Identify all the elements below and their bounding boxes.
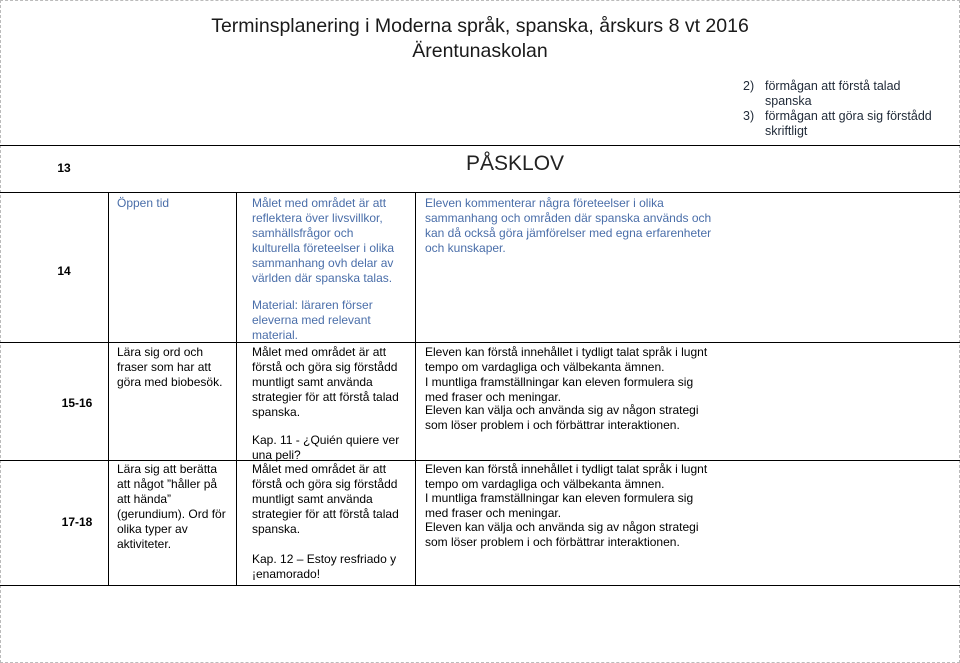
chapter-text: Kap. 12 – Estoy resfriado y ¡enamorado! (252, 552, 397, 581)
document-title: Terminsplanering i Moderna språk, spanska, årskurs 8 vt 2016 (211, 15, 749, 37)
chapter-text: Kap. 11 - ¿Quién quiere ver una peli? (252, 433, 400, 462)
school-name: Ärentunaskolan (412, 40, 548, 62)
goal-text: förmågan att göra sig förstådd skriftligt (765, 109, 932, 138)
goal-number: 3) (743, 109, 755, 123)
criteria-text: Eleven kommenterar några företeelser i olika sammanhang och områden där spanska används och kan då också göra jämförelser med egna erfarenheter och kunskaper. (425, 196, 712, 255)
material-text: Material: läraren förser eleverna med relevant material. (252, 298, 373, 342)
criteria-text: Eleven kan förstå innehållet i tydligt talat språk i lugnt tempo om vardagliga och välbekanta ämnen. (425, 462, 708, 491)
week-number: 15-16 (61, 396, 93, 410)
activity-text: Lära sig ord och fraser som har att göra med biobesök. (117, 345, 223, 389)
week-number: 13 (57, 161, 71, 175)
table-rule (0, 192, 960, 193)
goal-text: förmågan att förstå talad spanska (765, 79, 901, 108)
aim-text: Målet med området är att förstå och göra sig förstådd muntligt samt använda strategier för att förstå talad spanska. (252, 345, 399, 419)
criteria-text: Eleven kan välja och använda sig av någon strategi som löser problem i och förbättrar interaktionen. (425, 520, 699, 549)
table-rule (0, 460, 960, 461)
activity-text: Lära sig att berätta att något ”håller på att hända” (gerundium). Ord för olika typer av aktiviteter. (117, 462, 226, 551)
criteria-text: Eleven kan välja och använda sig av någon strategi som löser problem i och förbättrar interaktionen. (425, 403, 699, 432)
criteria-text: I muntliga framställningar kan eleven formulera sig med fraser och meningar. (425, 375, 694, 404)
aim-text: Målet med området är att förstå och göra sig förstådd muntligt samt använda strategier för att förstå talad spanska. (252, 462, 399, 536)
holiday-label: PÅSKLOV (466, 152, 565, 175)
criteria-text: Eleven kan förstå innehållet i tydligt talat språk i lugnt tempo om vardagliga och välbekanta ämnen. (425, 345, 708, 374)
table-rule (108, 192, 109, 585)
table-rule (0, 145, 960, 146)
week-number: 14 (57, 264, 71, 278)
table-rule (0, 342, 960, 343)
table-rule (0, 585, 960, 586)
table-rule (415, 192, 416, 585)
week-number: 17-18 (61, 515, 93, 529)
goal-number: 2) (743, 79, 755, 93)
table-rule (236, 192, 237, 585)
activity-text: Öppen tid (117, 196, 170, 210)
criteria-text: I muntliga framställningar kan eleven formulera sig med fraser och meningar. (425, 491, 694, 520)
aim-text: Målet med området är att reflektera över livsvillkor, samhällsfrågor och kulturella företeelser i olika sammanhang ovh delar av världen där spanska talas. (252, 196, 395, 285)
